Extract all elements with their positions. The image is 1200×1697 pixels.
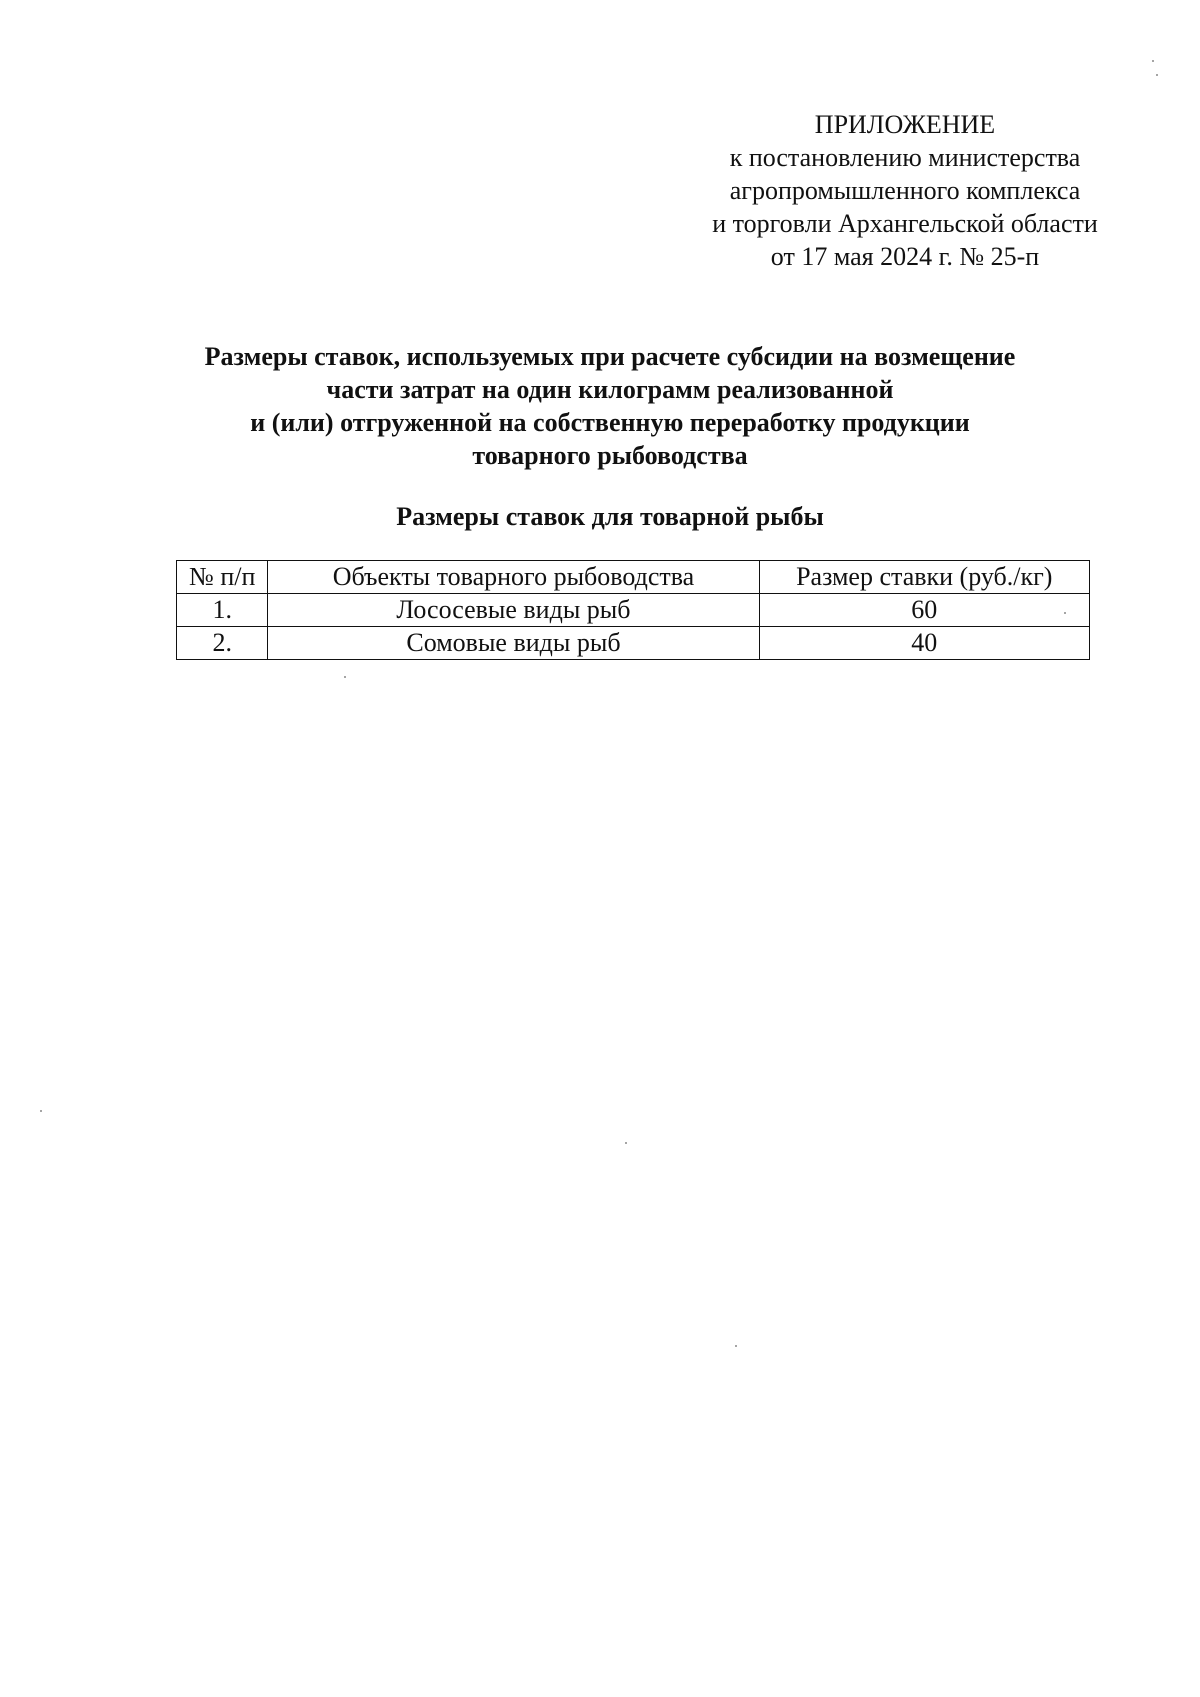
appendix-heading: ПРИЛОЖЕНИЕ bbox=[814, 110, 996, 139]
table-title: Размеры ставок для товарной рыбы bbox=[396, 502, 824, 531]
scan-speck bbox=[344, 676, 346, 678]
appendix-line: агропромышленного комплекса bbox=[729, 176, 1081, 205]
table-header-row bbox=[177, 561, 1090, 594]
row-number: 2. bbox=[177, 627, 268, 660]
document-title bbox=[140, 340, 1080, 472]
row-object: Сомовые виды рыб bbox=[268, 627, 759, 660]
appendix-header bbox=[690, 108, 1120, 273]
title-line: части затрат на один килограмм реализованной bbox=[326, 375, 894, 404]
scan-speck bbox=[625, 1142, 627, 1144]
row-rate: 40 bbox=[759, 627, 1089, 660]
header-object: Объекты товарного рыбоводства bbox=[268, 561, 759, 594]
scan-speck bbox=[40, 1110, 42, 1112]
title-line: и (или) отгруженной на собственную переработку продукции bbox=[250, 408, 970, 437]
table-row bbox=[177, 594, 1090, 627]
header-rate: Размер ставки (руб./кг) bbox=[759, 561, 1089, 594]
row-number: 1. bbox=[177, 594, 268, 627]
rates-table bbox=[176, 560, 1090, 660]
table-row bbox=[177, 627, 1090, 660]
row-rate: 60 bbox=[759, 594, 1089, 627]
scan-speck bbox=[1064, 612, 1066, 614]
appendix-line: к постановлению министерства bbox=[729, 143, 1081, 172]
scan-speck bbox=[735, 1345, 737, 1347]
header-number: № п/п bbox=[177, 561, 268, 594]
scan-speck bbox=[1156, 74, 1158, 76]
scan-speck bbox=[1152, 60, 1154, 62]
appendix-line: и торговли Архангельской области bbox=[712, 209, 1098, 238]
title-line: Размеры ставок, используемых при расчете субсидии на возмещение bbox=[204, 342, 1016, 371]
appendix-date-number: от 17 мая 2024 г. № 25-п bbox=[770, 242, 1040, 271]
row-object: Лососевые виды рыб bbox=[268, 594, 759, 627]
title-line: товарного рыбоводства bbox=[472, 441, 748, 470]
